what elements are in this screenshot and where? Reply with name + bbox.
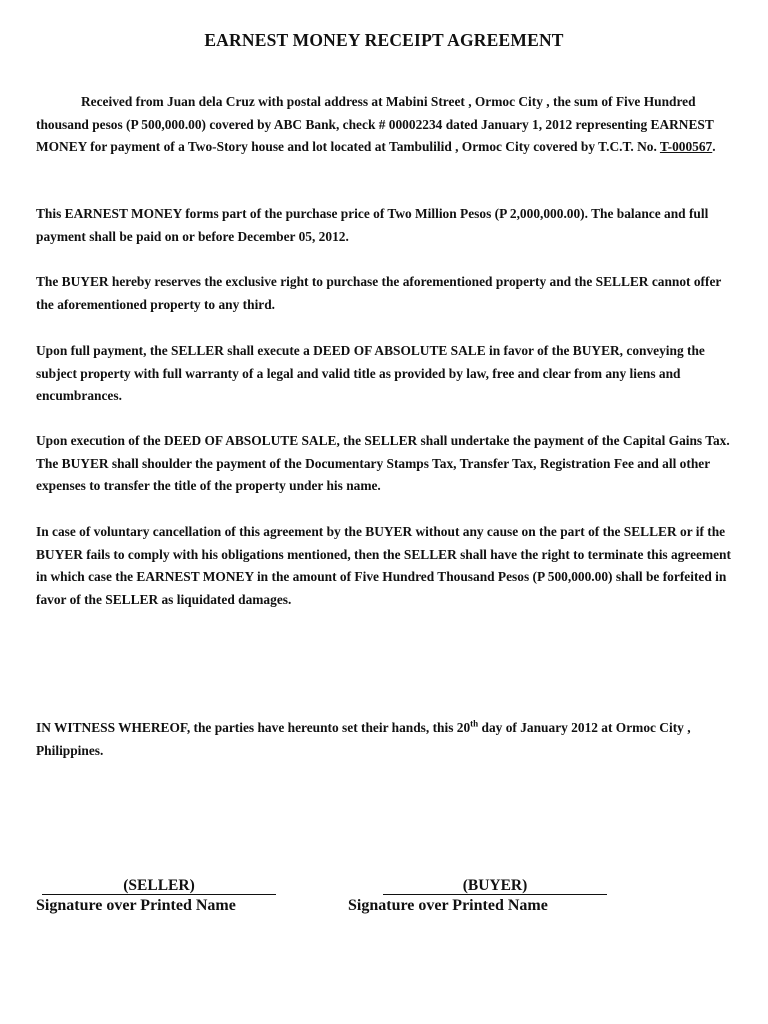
buyer-signature-block [348, 876, 607, 916]
deed-of-sale-paragraph: Upon full payment, the SELLER shall execute a DEED OF ABSOLUTE SALE in favor of the BUYER, conveying the subject property with full warranty of a legal and valid title as provided by law, free and clear from any liens and encumbrances. [36, 343, 705, 404]
buyer-signature-line: (BUYER) [383, 876, 607, 895]
exclusive-right-paragraph: The BUYER hereby reserves the exclusive right to purchase the aforementioned property and the SELLER cannot offer the aforementioned property to any third. [36, 274, 722, 312]
receipt-text: Received from Juan dela Cruz with postal address at Mabini Street , Ormoc City , the sum of Five Hundred thousand pesos (P 500,000.00) covered by ABC Bank, check # 00002234 dated January 1, 2012 representing EARNEST MONEY for payment of a Two-Story house and lot located at Tambulilid , Ormoc City covered by T.C.T. No. [36, 94, 714, 155]
cancellation-paragraph: In case of voluntary cancellation of this agreement by the BUYER without any cause on the part of the SELLER or if the BUYER fails to comply with his obligations mentioned, then the SELLER shall have the right to terminate this agreement in which case the EARNEST MONEY in the amount of Five Hundred Thousand Pesos (P 500,000.00) shall be forfeited in favor of the SELLER as liquidated damages. [36, 524, 731, 608]
taxes-paragraph: Upon execution of the DEED OF ABSOLUTE SALE, the SELLER shall undertake the payment of the Capital Gains Tax. The BUYER shall shoulder the payment of the Documentary Stamps Tax, Transfer Tax, Registration Fee and all other expenses to transfer the title of the property under his name. [36, 433, 730, 494]
purchase-price-paragraph: This EARNEST MONEY forms part of the purchase price of Two Million Pesos (P 2,000,000.00). The balance and full payment shall be paid on or before December 05, 2012. [36, 206, 709, 244]
buyer-signature-caption: Signature over Printed Name [348, 897, 548, 914]
witness-paragraph [36, 717, 736, 762]
tct-number: T-000567 [659, 139, 713, 155]
receipt-end: . [712, 139, 716, 155]
receipt-paragraph [36, 91, 736, 159]
witness-ordinal: th [470, 718, 479, 729]
seller-signature-line: (SELLER) [42, 876, 276, 895]
document-title: EARNEST MONEY RECEIPT AGREEMENT [204, 30, 564, 50]
witness-text-end: day of January 2012 at Ormoc City , Philippines. [36, 720, 691, 758]
seller-signature-block [36, 876, 276, 916]
seller-signature-caption: Signature over Printed Name [36, 897, 236, 914]
witness-text: IN WITNESS WHEREOF, the parties have hereunto set their hands, this 20 [36, 720, 471, 735]
